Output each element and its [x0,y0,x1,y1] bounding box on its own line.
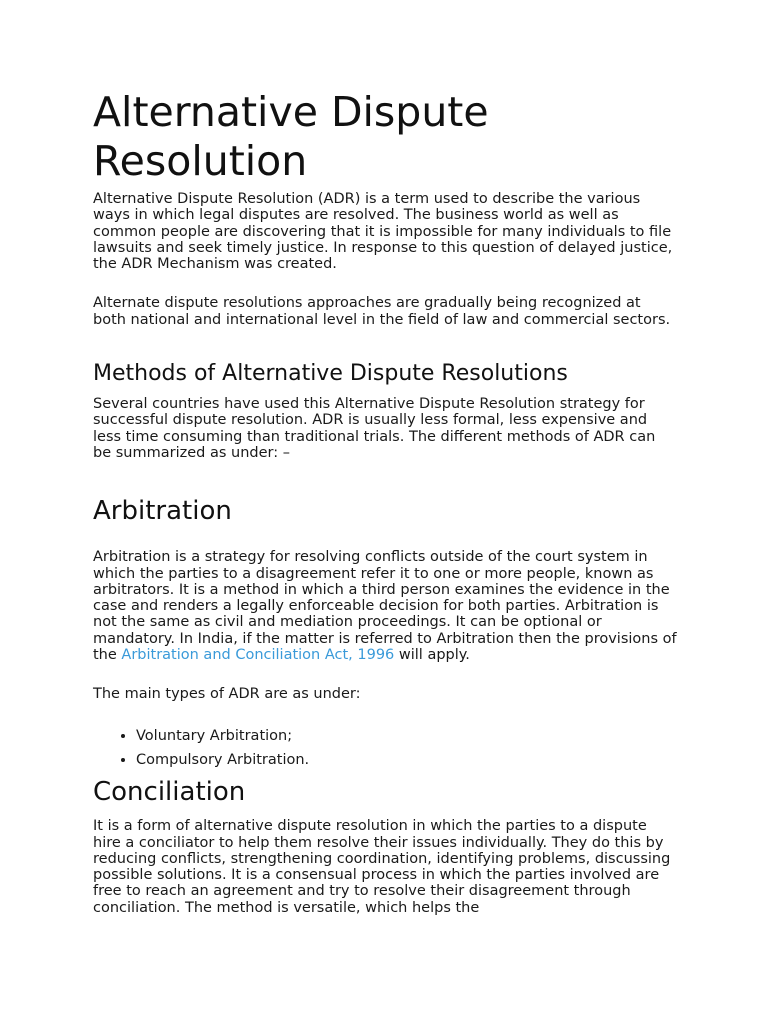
conciliation-paragraph: It is a form of alternative dispute resolution in which the parties to a dispute hire a conciliator to help them resolve their issues individually. They do this by reducing conflicts, strengthening coordination, identifying problems, discussing possible solutions. It is a consensual process in which the parties involved are free to reach an agreement and try to resolve their disagreement through conciliation. The method is versatile, which helps the [93,818,671,916]
arbitration-paragraph [93,549,678,663]
conciliation-heading: Conciliation [93,777,246,808]
arbitration-text-before-link: Arbitration is a strategy for resolving conflicts outside of the court system in which the parties to a disagreement refer it to one or more people, known as arbitrators. It is a method in which a third person examines the evidence in the case and renders a legally enforceable decision for both parties. Arbitration is not the same as civil and mediation proceedings. It can be optional or mandatory. In India, if the matter is referred to Arbitration then the provisions of the [93,549,677,664]
methods-heading: Methods of Alternative Dispute Resolutions [93,361,568,387]
arbitration-act-link[interactable]: Arbitration and Conciliation Act, 1996 [121,647,395,664]
methods-paragraph: Several countries have used this Alternative Dispute Resolution strategy for successful dispute resolution. ADR is usually less formal, less expensive and less time consuming than traditional trials. The different methods of ADR can be summarized as under: – [93,396,656,461]
list-item: • Compulsory Arbitration. [136,752,678,768]
list-item: • Voluntary Arbitration; [136,728,678,744]
arbitration-heading: Arbitration [93,496,232,527]
intro-paragraph-2: Alternate dispute resolutions approaches are gradually being recognized at both national and international level in the field of law and commercial sectors. [93,295,671,328]
arbitration-text-after-link: will apply. [394,647,470,664]
page-title: Alternative Dispute Resolution [93,88,489,185]
types-intro: The main types of ADR are as under: [93,686,361,703]
arbitration-types-list [93,728,678,769]
document-page [93,88,678,939]
intro-paragraph-1: Alternative Dispute Resolution (ADR) is a term used to describe the various ways in which legal disputes are resolved. The business world as well as common people are discovering that it is impossible for many individuals to file lawsuits and seek timely justice. In response to this question of delayed justice, the ADR Mechanism was created. [93,191,673,273]
